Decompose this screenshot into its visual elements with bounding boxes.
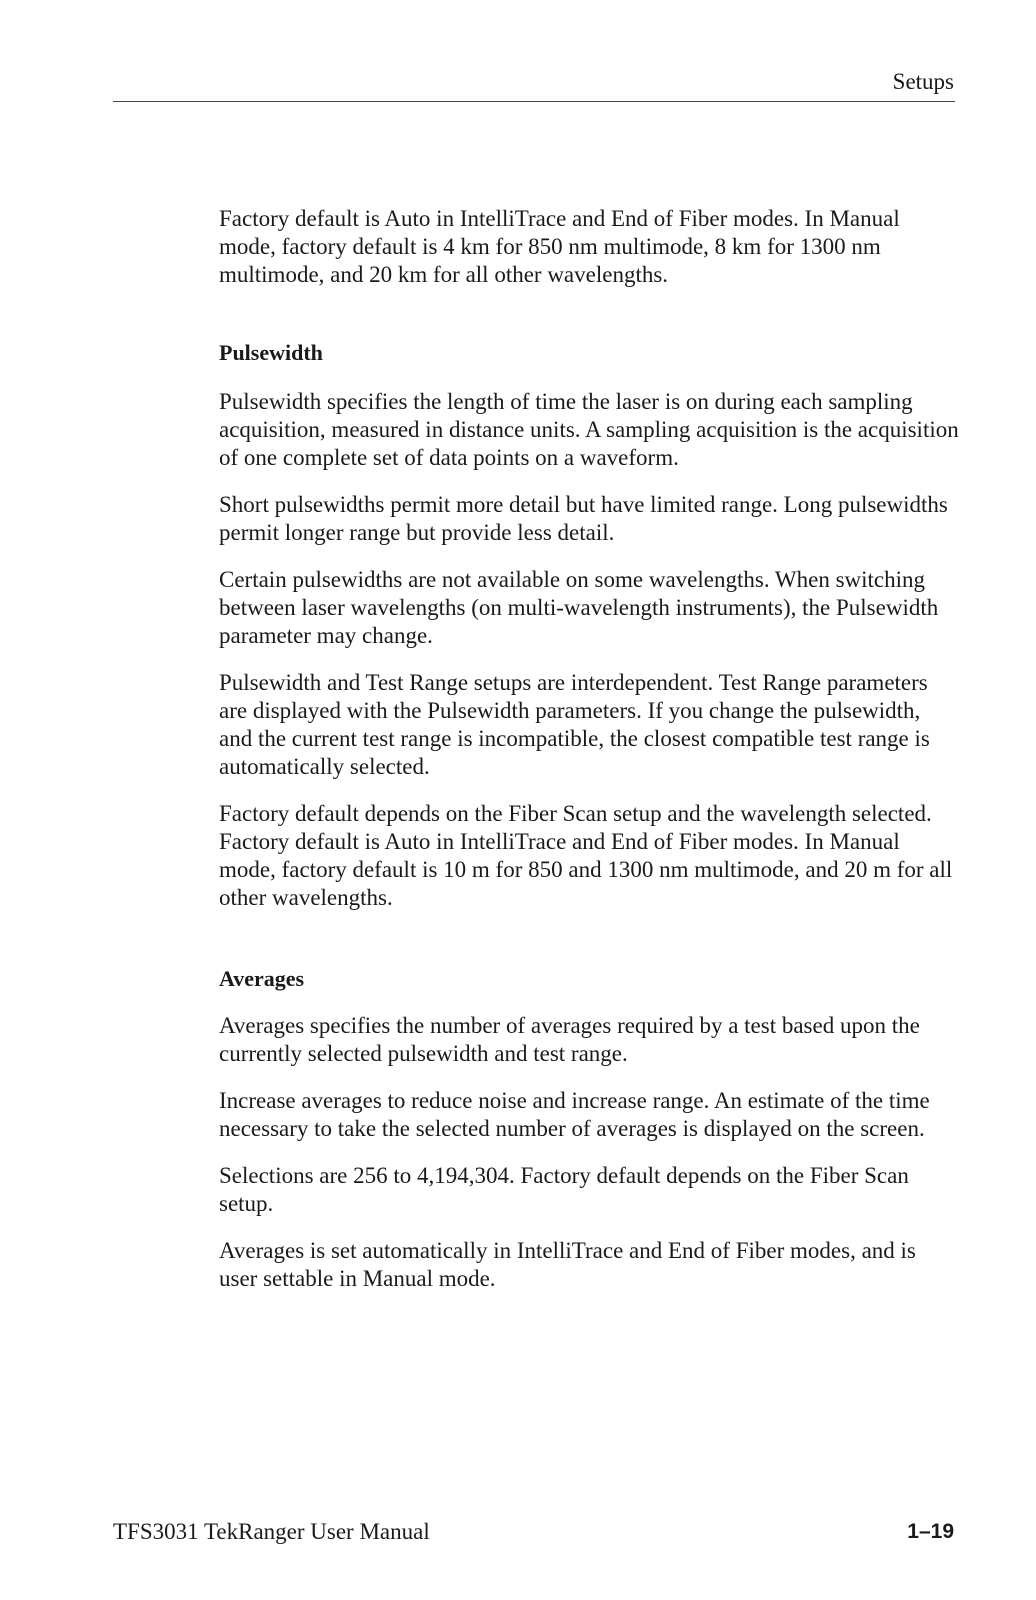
pulsewidth-paragraph: Short pulsewidths permit more detail but have limited range. Long pulsewidths permit longer range but provide less detail. [219,492,948,545]
pulsewidth-section [219,339,959,912]
running-header: Setups [892,69,954,94]
pulsewidth-heading: Pulsewidth [219,340,323,365]
header-rule [113,101,955,102]
pulsewidth-paragraph: Factory default depends on the Fiber Scan setup and the wavelength selected. Factory default is Auto in IntelliTrace and End of Fiber modes. In Manual mode, factory default is 10 m for 850 and 1300 nm multimode, and 20 m for all other wavelengths. [219,801,953,910]
averages-paragraph: Increase averages to reduce noise and increase range. An estimate of the time necessary to take the selected number of averages is displayed on the screen. [219,1088,930,1141]
pulsewidth-paragraph: Pulsewidth and Test Range setups are interdependent. Test Range parameters are displayed with the Pulsewidth parameters. If you change the pulsewidth, and the current test range is incompatible, the closest compatible test range is automatically selected. [219,670,930,779]
pulsewidth-paragraph: Pulsewidth specifies the length of time the laser is on during each sampling acquisition, measured in distance units. A sampling acquisition is the acquisition of one complete set of data points on a waveform. [219,389,959,470]
footer-manual-title: TFS3031 TekRanger User Manual [113,1519,430,1544]
averages-paragraph: Averages is set automatically in IntelliTrace and End of Fiber modes, and is user settable in Manual mode. [219,1238,916,1291]
footer-page-number: 1–19 [907,1520,954,1543]
averages-paragraph: Averages specifies the number of averages required by a test based upon the currently selected pulsewidth and test range. [219,1013,920,1066]
averages-paragraph: Selections are 256 to 4,194,304. Factory default depends on the Fiber Scan setup. [219,1163,909,1216]
intro-paragraph: Factory default is Auto in IntelliTrace and End of Fiber modes. In Manual mode, factory default is 4 km for 850 nm multimode, 8 km for 1300 nm multimode, and 20 km for all other wavelengths. [219,206,900,287]
page-body [219,205,959,1293]
averages-heading: Averages [219,966,305,991]
averages-section [219,965,959,1293]
pulsewidth-paragraph: Certain pulsewidths are not available on some wavelengths. When switching between laser wavelengths (on multi-wavelength instruments), the Pulsewidth parameter may change. [219,567,939,648]
